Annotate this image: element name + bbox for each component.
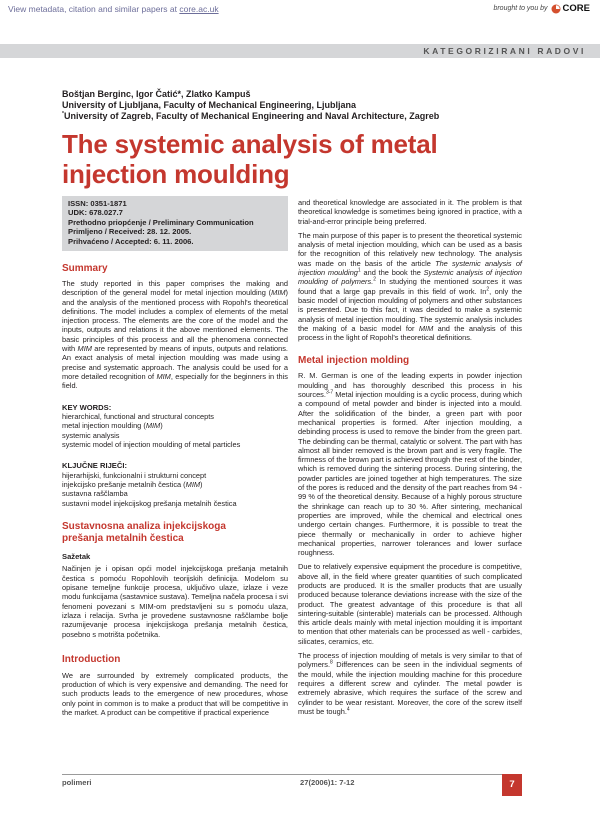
keyword-2: metal injection moulding (MIM) (62, 421, 163, 431)
right-column (298, 198, 522, 716)
page-footer (0, 774, 600, 822)
page-number: 7 (502, 774, 522, 796)
introduction-heading: Introduction (62, 653, 121, 665)
core-branding[interactable] (493, 3, 590, 14)
udk: UDK: 678.027.7 (68, 208, 123, 218)
journal-citation: 27(2006)1: 7-12 (300, 778, 355, 787)
accepted-date: Prihvaćeno / Accepted: 6. 11. 2006. (68, 236, 194, 246)
metal-injection-molding-heading: Metal injection molding (298, 355, 410, 367)
paper-category: Prethodno priopćenje / Preliminary Communication (68, 217, 254, 227)
kljucna-rijec-3: sustavna raščlamba (62, 489, 128, 499)
keyword-3: systemic analysis (62, 430, 120, 440)
issn: ISSN: 0351-1871 (68, 199, 127, 208)
german-paragraph: R. M. German is one of the leading experts in powder injection moulding and has thoroughly described this process in his sources.$^{3-7}$ Metal injection moulding is a cyclic process, during which a compound of metal powder and binder is injected into a mould. After the solidification of the binder, a green part with poor mechanical properties is formed. After injection moulding, a debinding process is used to remove the binder from the green part. The debinding can be thermal, catalytic or solvent. The part with has almost all binder removed is the brown part and is very fragile. The firmness of the brown part is achieved through the rest of the binder, which is removed during the sintering process. During sintering, the powder particles are joined together at high temperatures. The size of the pores is reduced and the density of the part reaches from 94 - 99 % of the theoretical density. Because of a highly porous structure the shrinkage can reach up to 30 %. After sintering, mechanical properties are improved, while the chemical and electrical ones undergo certain changes. Furthermore, it is possible to treat the piece thermally or mechanically in order to achieve higher mechanical properties, narrower tolerances and lower surface roughness. (298, 371, 522, 558)
journal-name: polimeri (62, 778, 92, 787)
category-label: KATEGORIZIRANI RADOVI (423, 46, 586, 56)
process-similarity-paragraph: The process of injection moulding of metals is very similar to that of polymers.$^8$ Differences can be seen in the individual segments of the mould, while the injection moulding machine for this procedure requires a different screw and cylinder. The metal powder is extremely abrasive, which requires the surface of the screw and cylinder to be wear resistant. Moreover, the core of the screw itself must be tough.$^4$ (298, 651, 522, 716)
affiliation-zagreb: *University of Zagreb, Faculty of Mechanical Engineering and Naval Architecture, Zagreb (62, 111, 440, 121)
core-host-link[interactable]: core.ac.uk (179, 4, 219, 14)
sazetak-text: Načinjen je i opisan opći model injekcijskoga prešanja metalnih čestica s pomoću Ropohlovih teorijskih definicija. Modelom su opisane temeljne funkcije procesa, uključivo ulaze, izlaze i veze modu funkcijama (sastavnice sustava). Temeljna načela procesa i svi fenomeni povezani s MIM-om predstavljeni su s pomoću ulaza, izlaza i relacija. Svrha je provedene sustavnosne raščlambe bolje razumijevanje procesa injekcijskoga prešanja metalnih čestica, posebno s motrišta početnika. (62, 564, 288, 639)
core-logo-icon (551, 4, 561, 14)
footer-rule (62, 774, 512, 775)
core-metadata-link[interactable]: View metadata, citation and similar papers at core.ac.uk (8, 4, 219, 14)
author-names: Boštjan Berginc, Igor Čatić*, Zlatko Kampuš (62, 89, 251, 99)
left-column (62, 262, 288, 717)
keyword-1: hierarchical, functional and structural concepts (62, 412, 214, 422)
affiliation-ljubljana: University of Ljubljana, Faculty of Mechanical Engineering, Ljubljana (62, 100, 357, 110)
publication-info-box (62, 196, 288, 251)
kljucna-rijec-2: injekcijsko prešanje metalnih čestica (MIM) (62, 480, 203, 490)
sazetak-heading: Sažetak (62, 551, 91, 561)
equipment-paragraph: Due to relatively expensive equipment the procedure is competitive, above all, in the field where greater quantities of such complicated products are produced. It is the smaller products that are usually produced because tolerance deviations increase with the size of the product. The greatest advantage of this procedure is that all sintering-suitable (sinterable) materials can be processed. Although this article deals mainly with metal injection moulding it is important to mention that other materials can be processed as well - carbides, silicates, ceramics, etc. (298, 562, 522, 646)
received-date: Primljeno / Received: 28. 12. 2005. (68, 227, 192, 237)
brought-to-you-text: brought to you by (493, 5, 548, 12)
author-block (62, 89, 532, 122)
purpose-paragraph: The main purpose of this paper is to present the theoretical systemic analysis of metal injection moulding, which can be used as a basis for the recognition of this relatively new technology. The analysis was made on the basis of the article The systemic analysis of injection moulding$^1$ and the book the Systemic analysis of injection moulding of polymers.$^2$ In studying the mentioned sources it was found that a large gap prevails in this field of work. In$^2$, only the basic model of injection moulding of polymers and other substances is presented. Due to this fact, it was decided to make a systemic analysis of metal injection moulding. The systemic analysis includes the making of a basic model for MIM and the analysis of this process in the light of Ropohl's theoretical definitions. (298, 230, 522, 343)
category-band (0, 44, 600, 58)
introduction-text: We are surrounded by extremely complicated products, the production of which is very expensive and demanding. The need for such products leads to the emergence of new procedures, whose only point in common is to make a product that will be competitive in the market. A product can be competitive if practical experience (62, 670, 288, 717)
kljucne-rijeci-heading: KLJUČNE RIJEČI: (62, 461, 127, 471)
keyword-4: systemic model of injection moulding of metal particles (62, 439, 241, 449)
summary-heading: Summary (62, 263, 108, 274)
croatian-title-heading: Sustavnosna analiza injekcijskoga prešanja metalnih čestica (62, 520, 226, 545)
core-top-bar (0, 0, 600, 20)
kljucna-rijec-4: sustavni model injekcijskog prešanja metalnih čestica (62, 498, 237, 508)
core-logo-text: CORE (562, 3, 590, 14)
keywords-heading: KEY WORDS: (62, 402, 112, 412)
affiliation-mark: * (62, 111, 64, 117)
summary-text: The study reported in this paper comprises the making and description of the general model for metal injection moulding (MIM) and the analysis of the mentioned process with Ropohl's theoretical definitions. The model includes a complex of elements of the metal injection process. The elements are the core of the model and the inputs, outputs and relations it the above mentioned elements. The basic principles of this process and all the phenomena connected with MIM are represented by means of inputs, outputs and relations. An exact analysis of metal injection moulding was made using a precise and systematic approach. The analysis could be used for a more detailed recognition of MIM, especially for the beginners in this field. (62, 279, 288, 391)
kljucna-rijec-1: hijerarhijski, funkcionalni i strukturni concept (62, 470, 207, 480)
core-logo[interactable] (551, 3, 590, 14)
paper-title: The systemic analysis of metal injection moulding (62, 129, 438, 189)
intro-continued-paragraph: and theoretical knowledge are associated in it. The problem is that theoretical knowledge is sometimes being ignored in practice, with a trial-and-error principle being preferred. (298, 198, 522, 226)
